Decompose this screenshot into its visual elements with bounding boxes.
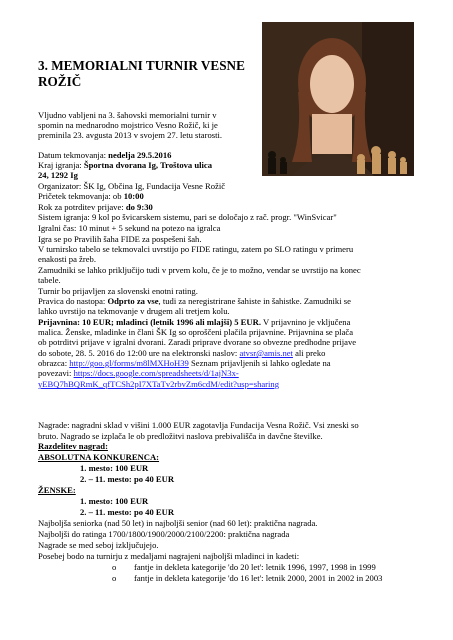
prizes-intro-2: bruto. Nagrado se izplača le ob predložitvi naslova prebivališča in davčne številke.: [38, 431, 323, 441]
fee-label: Prijavnina: [38, 317, 78, 327]
fee-line-6: [38, 368, 239, 379]
fee-line-4b: ali preko: [292, 348, 326, 358]
late-line-1: Zamudniki se lahko priključijo tudi v prvem kolu, če je to možno, vendar se uvrstijo na konec: [38, 265, 361, 275]
rating-line-2: enakosti pa žreb.: [38, 254, 96, 264]
fee-amounts: : 10 EUR; mladinci (letnik 1996 ali mlajši) 5 EUR.: [77, 317, 261, 327]
youth-line: Posebej bodo na turnirju z medaljami nagrajeni najboljši mladinci in kadeti:: [38, 551, 300, 561]
fee-line-4: [38, 348, 325, 359]
organizer-line: Organizator: ŠK Ig, Občina Ig, Fundacija Vesne Rožič: [38, 181, 226, 191]
fee-line-5: [38, 358, 331, 369]
deadline-line: [38, 202, 153, 213]
enotni-rating-line: Turnir bo prijavljen za slovenski enotni rating.: [38, 286, 198, 296]
fee-line-2: malica. Ženske, mladinke in člani ŠK Ig so oproščeni plačila prijavnine. Prijavnina se plača: [38, 327, 354, 337]
system-line: Sistem igranja: 9 kol po švicarskem sistemu, pari se določajo z rač. progr. "WinSvicar": [38, 212, 337, 222]
entry-rest: , tudi za neregistrirane šahiste in šahistke. Zamudniki se: [158, 296, 351, 306]
absolute-heading: ABSOLUTNA KONKURENCA:: [38, 452, 160, 462]
place-line-2: 24, 1292 Ig: [38, 170, 78, 180]
rating-line-1: V turnirsko tabelo se tekmovalci uvrstijo po FIDE ratingu, zatem po SLO ratingu v primeru: [38, 244, 354, 254]
spreadsheet-link[interactable]: https://docs.google.com/spreadsheets/d/1ajN3x-: [73, 368, 239, 378]
place-label: Kraj igranja:: [38, 160, 84, 170]
portrait-photo: [262, 22, 414, 176]
prize-split-heading: Razdelitev nagrad:: [38, 441, 108, 451]
fee-line-1: [38, 317, 350, 328]
title-line-2: ROŽIČ: [38, 74, 82, 89]
women-row-2: 2. – 11. mesto: po 40 EUR: [80, 507, 175, 517]
place-line: [38, 160, 212, 171]
rating-prize-line: Najboljši do ratinga 1700/1800/1900/2000/2100/2200: praktična nagrada: [38, 529, 290, 539]
absolute-row-2: 2. – 11. mesto: po 40 EUR: [80, 474, 175, 484]
youth-item-1: fantje in dekleta kategorije 'do 20 let': letnik 1996, 1997, 1998 in 1999: [134, 562, 376, 572]
bullet-icon: o: [112, 562, 117, 572]
portrait-illustration: [262, 22, 414, 176]
rules-line: Igra se po Pravilih šaha FIDE za pospešeni šah.: [38, 234, 202, 244]
time-line: Igralni čas: 10 minut + 5 sekund na potezo na igralca: [38, 223, 221, 233]
fee-line-5b: Seznam prijavljenih si lahko ogledate na: [188, 358, 331, 368]
date-line: [38, 150, 171, 161]
start-line: [38, 191, 144, 202]
intro-line-1: Vljudno vabljeni na 3. šahovski memorialni turnir v: [38, 110, 217, 120]
entry-line: [38, 296, 351, 307]
senior-prize-line: Najboljša seniorka (nad 50 let) in najboljši senior (nad 60 let): praktična nagrada.: [38, 518, 318, 528]
exclusive-line: Nagrade se med seboj izključujejo.: [38, 540, 159, 550]
fee-line-5a: obrazca:: [38, 358, 70, 368]
date-label: Datum tekmovanja:: [38, 150, 109, 160]
youth-item-2: fantje in dekleta kategorije 'do 16 let': letnik 2000, 2001 in 2002 in 2003: [134, 573, 383, 583]
email-link[interactable]: atvsr@amis.net: [239, 348, 293, 358]
intro-line-2: spomin na mednarodno mojstrico Vesno Rožič, ki je: [38, 120, 218, 130]
entry-line-2: lahko uvrstijo na tekmovanje v drugem ali tretjem kolu.: [38, 306, 230, 316]
start-label: Pričetek tekmovanja: ob: [38, 191, 124, 201]
women-heading: ŽENSKE:: [38, 485, 76, 495]
title-line-1: 3. MEMORIALNI TURNIR VESNE: [38, 58, 245, 73]
place-value: Športna dvorana Ig, Troštova ulica: [83, 160, 213, 170]
prizes-intro-1: Nagrade: nagradni sklad v višini 1.000 EUR zagotavlja Fundacija Vesna Rožič. Vsi zneski so: [38, 420, 359, 430]
fee-line-4a: do sobote, 28. 5. 2016 do 12:00 ure na elektronski naslov:: [38, 348, 240, 358]
late-line-2: tabele.: [38, 275, 61, 285]
deadline-label: Rok za potrditev prijave:: [38, 202, 126, 212]
page-title: [38, 58, 256, 90]
entry-label: Pravica do nastopa:: [38, 296, 108, 306]
bullet-icon: o: [112, 573, 117, 583]
spreadsheet-link-continued[interactable]: yEBQ7hBQRmK_qfTCSh2pI7XTaTv2rbvZm6cdM/edit?usp=sharing: [38, 379, 280, 389]
date-value: nedelja 29.5.2016: [108, 150, 172, 160]
deadline-value: do 9:30: [125, 202, 153, 212]
absolute-row-1: 1. mesto: 100 EUR: [80, 463, 149, 473]
fee-rest: V prijavnino je vključena: [260, 317, 351, 327]
intro-line-3: preminila 23. avgusta 2013 v svojem 27. letu starosti.: [38, 130, 223, 140]
fee-line-3: ob potrditvi prijave v igralni dvorani. Zaradi priprave dvorane so obvezne predhodne prijave: [38, 337, 357, 347]
start-value: 10:00: [123, 191, 144, 201]
fee-line-6a: povezavi:: [38, 368, 74, 378]
women-row-1: 1. mesto: 100 EUR: [80, 496, 149, 506]
entry-bold: Odprto za vse: [107, 296, 159, 306]
form-link[interactable]: http://goo.gl/forms/m8lMXHoH39: [69, 358, 189, 368]
